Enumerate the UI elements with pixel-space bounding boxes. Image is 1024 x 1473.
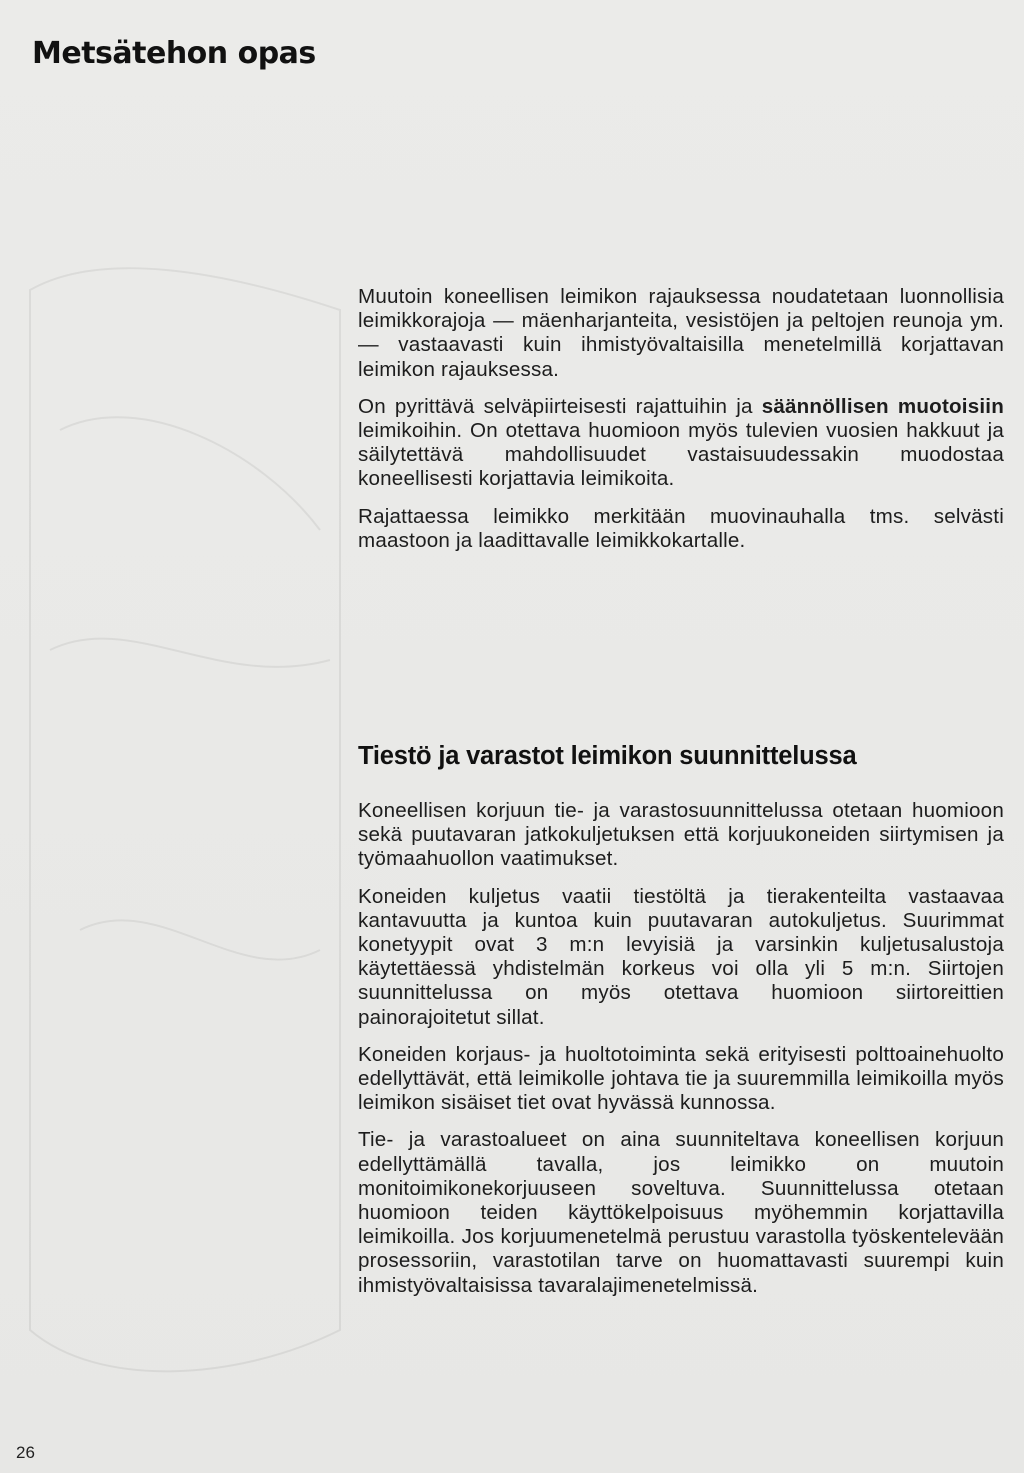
paragraph xyxy=(358,799,1004,872)
top-text-column xyxy=(358,285,1004,566)
paragraph xyxy=(358,395,1004,492)
paragraph xyxy=(358,505,1004,553)
text-run: Koneellisen korjuun tie- ja varastosuunnittelussa otetaan huomioon sekä puutavaran jatkokuljetuksen että korjuukoneiden siirtymisen ja työmaahuollon vaatimukset. xyxy=(358,799,1004,871)
paragraph xyxy=(358,285,1004,382)
text-run: leimikoihin. On otettava huomioon myös tulevien vuosien hakkuut ja säilytettävä mahdollisuudet vastaisuudessakin muodostaa koneellisesti korjattavia leimikoita. xyxy=(358,419,1004,491)
running-header: Metsätehon opas xyxy=(32,36,316,71)
bleed-through-diagram xyxy=(20,230,350,1410)
text-run: Koneiden korjaus- ja huoltotoiminta sekä erityisesti polttoainehuolto edellyttävät, että leimikolle johtava tie ja suuremmilla leimikoilla myös leimikon sisäiset tiet ovat hyvässä kunnossa. xyxy=(358,1042,1004,1115)
text-run: On pyrittävä selväpiirteisesti rajattuihin ja xyxy=(358,394,762,418)
text-run: Tie- ja varastoalueet on aina suunniteltava koneellisen korjuun edellyttämällä tavalla, jos leimikko on muutoin monitoimikonekorjuuseen soveltuva. Suunnittelussa otetaan huomioon teiden käyttökelpoisuus myöhemmin korjattavilla leimikoilla. Jos korjuumenetelmä perustuu varastolla työskentelevään prosessoriin, varastotilan tarve on huomattavasti suurempi kuin ihmistyövaltaisissa tavaralajimenetelmissä. xyxy=(358,1128,1004,1297)
bold-text-run: säännöllisen muotoisiin xyxy=(761,394,1004,418)
paragraph xyxy=(358,885,1004,1030)
paragraph xyxy=(358,1043,1004,1116)
page-number: 26 xyxy=(16,1443,35,1462)
text-run: Rajattaessa leimikko merkitään muovinauhalla tms. selvästi maastoon ja laadittavalle leimikkokartalle. xyxy=(358,504,1004,552)
text-run: Muutoin koneellisen leimikon rajauksessa noudatetaan luonnollisia leimikkorajoja — mäenharjanteita, vesistöjen ja peltojen reunoja ym. — vastaavasti kuin ihmistyövaltaisilla menetelmillä korjattavan leimikon rajauksessa. xyxy=(358,285,1004,381)
paragraph xyxy=(358,1128,1004,1297)
text-run: Koneiden kuljetus vaatii tiestöltä ja tierakenteilta vastaavaa kantavuutta ja kuntoa kuin puutavaran autokuljetus. Suurimmat konetyypit ovat 3 m:n levyisiä ja varsinkin kuljetusalustoja käytettäessä yhdistelmän korkeus voi olla yli 5 m:n. Siirtojen suunnittelussa on myös otettava huomioon siirtoreittien painorajoitetut sillat. xyxy=(358,884,1004,1029)
bottom-text-column xyxy=(358,742,1004,1311)
section-heading: Tiestö ja varastot leimikon suunnittelussa xyxy=(358,742,857,770)
